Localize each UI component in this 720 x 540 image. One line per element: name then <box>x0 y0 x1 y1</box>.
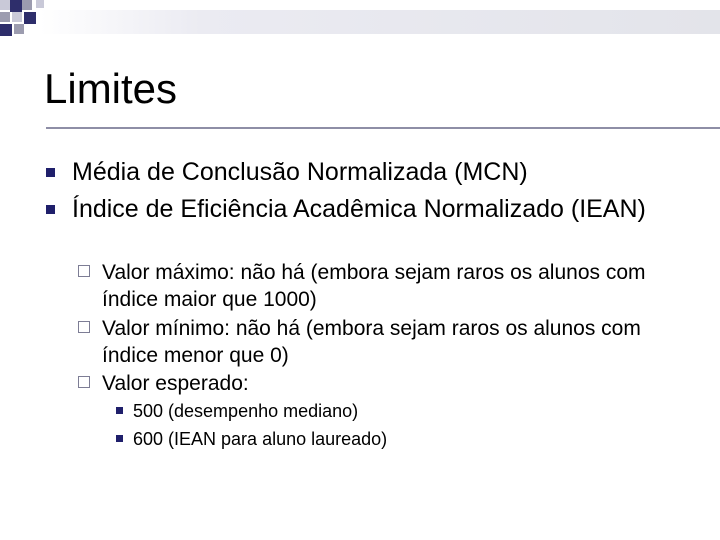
bullet-item <box>72 194 672 224</box>
square-bullet-icon <box>116 435 123 442</box>
sub-sub-bullet-item <box>133 397 633 425</box>
bullet-item <box>72 157 672 187</box>
sub-bullet-item <box>102 370 662 397</box>
sub-bullet-text: Valor mínimo: não há (embora sejam raros os alunos com índice menor que 0) <box>102 317 641 367</box>
sub-bullet-text: Valor esperado: <box>102 372 249 395</box>
square-bullet-icon <box>46 168 55 177</box>
square-bullet-icon <box>116 407 123 414</box>
sub-sub-bullet-item <box>133 425 633 453</box>
sub-bullet-item <box>102 259 662 313</box>
sub-bullet-text: Valor máximo: não há (embora sejam raros os alunos com índice maior que 1000) <box>102 261 646 311</box>
sub-sub-bullet-text: 600 (IEAN para aluno laureado) <box>133 429 388 449</box>
bullet-text: Índice de Eficiência Acadêmica Normalizado (IEAN) <box>72 195 646 223</box>
bullet-text: Média de Conclusão Normalizada (MCN) <box>72 158 528 186</box>
hollow-square-bullet-icon <box>78 321 90 333</box>
sub-sub-bullet-text: 500 (desempenho mediano) <box>133 401 359 421</box>
slide-title: Limites <box>44 65 178 112</box>
hollow-square-bullet-icon <box>78 376 90 388</box>
sub-bullet-item <box>102 315 662 369</box>
square-bullet-icon <box>46 205 55 214</box>
hollow-square-bullet-icon <box>78 265 90 277</box>
